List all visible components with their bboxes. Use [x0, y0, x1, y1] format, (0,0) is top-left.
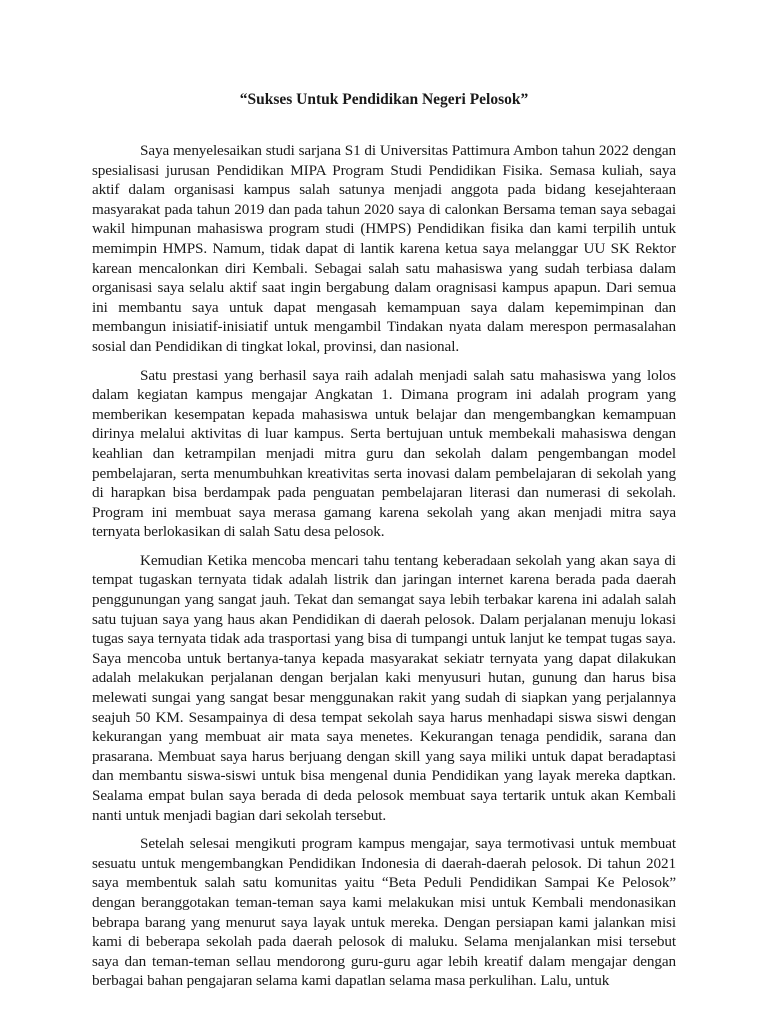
paragraph-4: Setelah selesai mengikuti program kampus mengajar, saya termotivasi untuk membuat sesuatu untuk mengembangkan Pendidikan Indonesia di daerah-daerah pelosok. Di tahun 2021 saya membentuk salah satu komunitas yaitu “Beta Peduli Pendidikan Sampai Ke Pelosok” dengan beranggotakan teman-teman saya kami melakukan misi untuk Kembali mendonasikan bebrapa barang yang menurut saya layak untuk mereka. Dengan persiapan kami jalankan misi kami di beberapa sekolah pada daerah pelosok di maluku. Selama menjalankan misi tersebut saya dan teman-teman sellau mendorong guru-guru agar lebih kreatif dalam mengajar dengan berbagai bahan pengajaran selama kami dapatlan selama masa perkulihan. Lalu, untuk	[92, 835, 676, 990]
paragraph-2: Satu prestasi yang berhasil saya raih adalah menjadi salah satu mahasiswa yang lolos dalam kegiatan kampus mengajar Angkatan 1. Dimana program ini adalah program yang memberikan kesempatan kepada mahasiswa untuk belajar dan mengembangkan kemampuan dirinya melalui aktivitas di luar kampus. Serta bertujuan untuk membekali mahasiswa dengan keahlian dan ketrampilan menjadi mitra guru dan sekolah dalam pengembangan model pembelajaran, serta menumbuhkan kreativitas serta inovasi dalam pembelajaran di sekolah yang di harapkan bisa berdampak pada penguatan pembelajaran literasi dan numerasi di sekolah. Program ini membuat saya merasa gamang karena sekolah yang akan menjadi mitra saya ternyata berlokasikan di salah Satu desa pelosok.	[92, 366, 676, 541]
paragraph-1: Saya menyelesaikan studi sarjana S1 di Universitas Pattimura Ambon tahun 2022 dengan spesialisasi jurusan Pendidikan MIPA Program Studi Pendidikan Fisika. Semasa kuliah, saya aktif dalam organisasi kampus salah satunya menjadi anggota pada bidang kesejahteraan masyarakat pada tahun 2019 dan pada tahun 2020 saya di calonkan Bersama teman saya sebagai wakil himpunan mahasiswa program studi (HMPS) Pendidikan fisika dan kami terpilih untuk memimpin HMPS. Namum, tidak dapat di lantik karena ketua saya melanggar UU SK Rektor karean mencalonkan diri Kembali. Sebagai salah satu mahasiswa yang sudah terbiasa dalam organisasi saya selalu aktif saat ingin bergabung dalam oragnisasi kampus apapun. Dari semua ini membantu saya untuk dapat mengasah kemampuan saya dalam kepemimpinan dan membangun inisiatif-inisiatif untuk mengambil Tindakan nyata dalam merespon permasalahan sosial dan Pendidikan di tingkat lokal, provinsi, dan nasional.	[92, 142, 676, 355]
paragraph-3: Kemudian Ketika mencoba mencari tahu tentang keberadaan sekolah yang akan saya di tempat tugaskan ternyata tidak adalah listrik dan jaringan internet karena berada pada daerah penggunungan yang sangat jauh. Tekat dan semangat saya lebih terbakar karena ini adalah salah satu tujuan saya yang haus akan Pendidikan di daerah pelosok. Dalam perjalanan menuju lokasi tugas saya ternyata tidak ada trasportasi yang bisa di tumpangi untuk lanjut ke tempat tugas saya. Saya mencoba untuk bertanya-tanya kepada masyarakat sekiatr ternyata yang dapat dilakukan adalah melakukan perjalanan dengan berjalan kaki menyusuri hutan, gunung dan harus bisa melewati sungai yang sangat besar menggunakan rakit yang sudah di siapkan yang perjalannya seajuh 50 KM. Sesampainya di desa tempat sekolah saya harus menhadapi siswa siswi dengan kekurangan yang membuat air mata saya menetes. Kekurangan tenaga pendidik, sarana dan prasarana. Membuat saya harus berjuang dengan skill yang saya miliki untuk dapat beradaptasi dan membantu siswa-siswi untuk bisa mengenal dunia Pendidikan yang layak mereka daptkan. Sealama empat bulan saya berada di deda pelosok membuat saya tertarik untuk akan Kembali nanti untuk menjadi bagian dari sekolah tersebut.	[92, 551, 676, 824]
document-title: “Sukses Untuk Pendidikan Negeri Pelosok”	[239, 91, 529, 108]
